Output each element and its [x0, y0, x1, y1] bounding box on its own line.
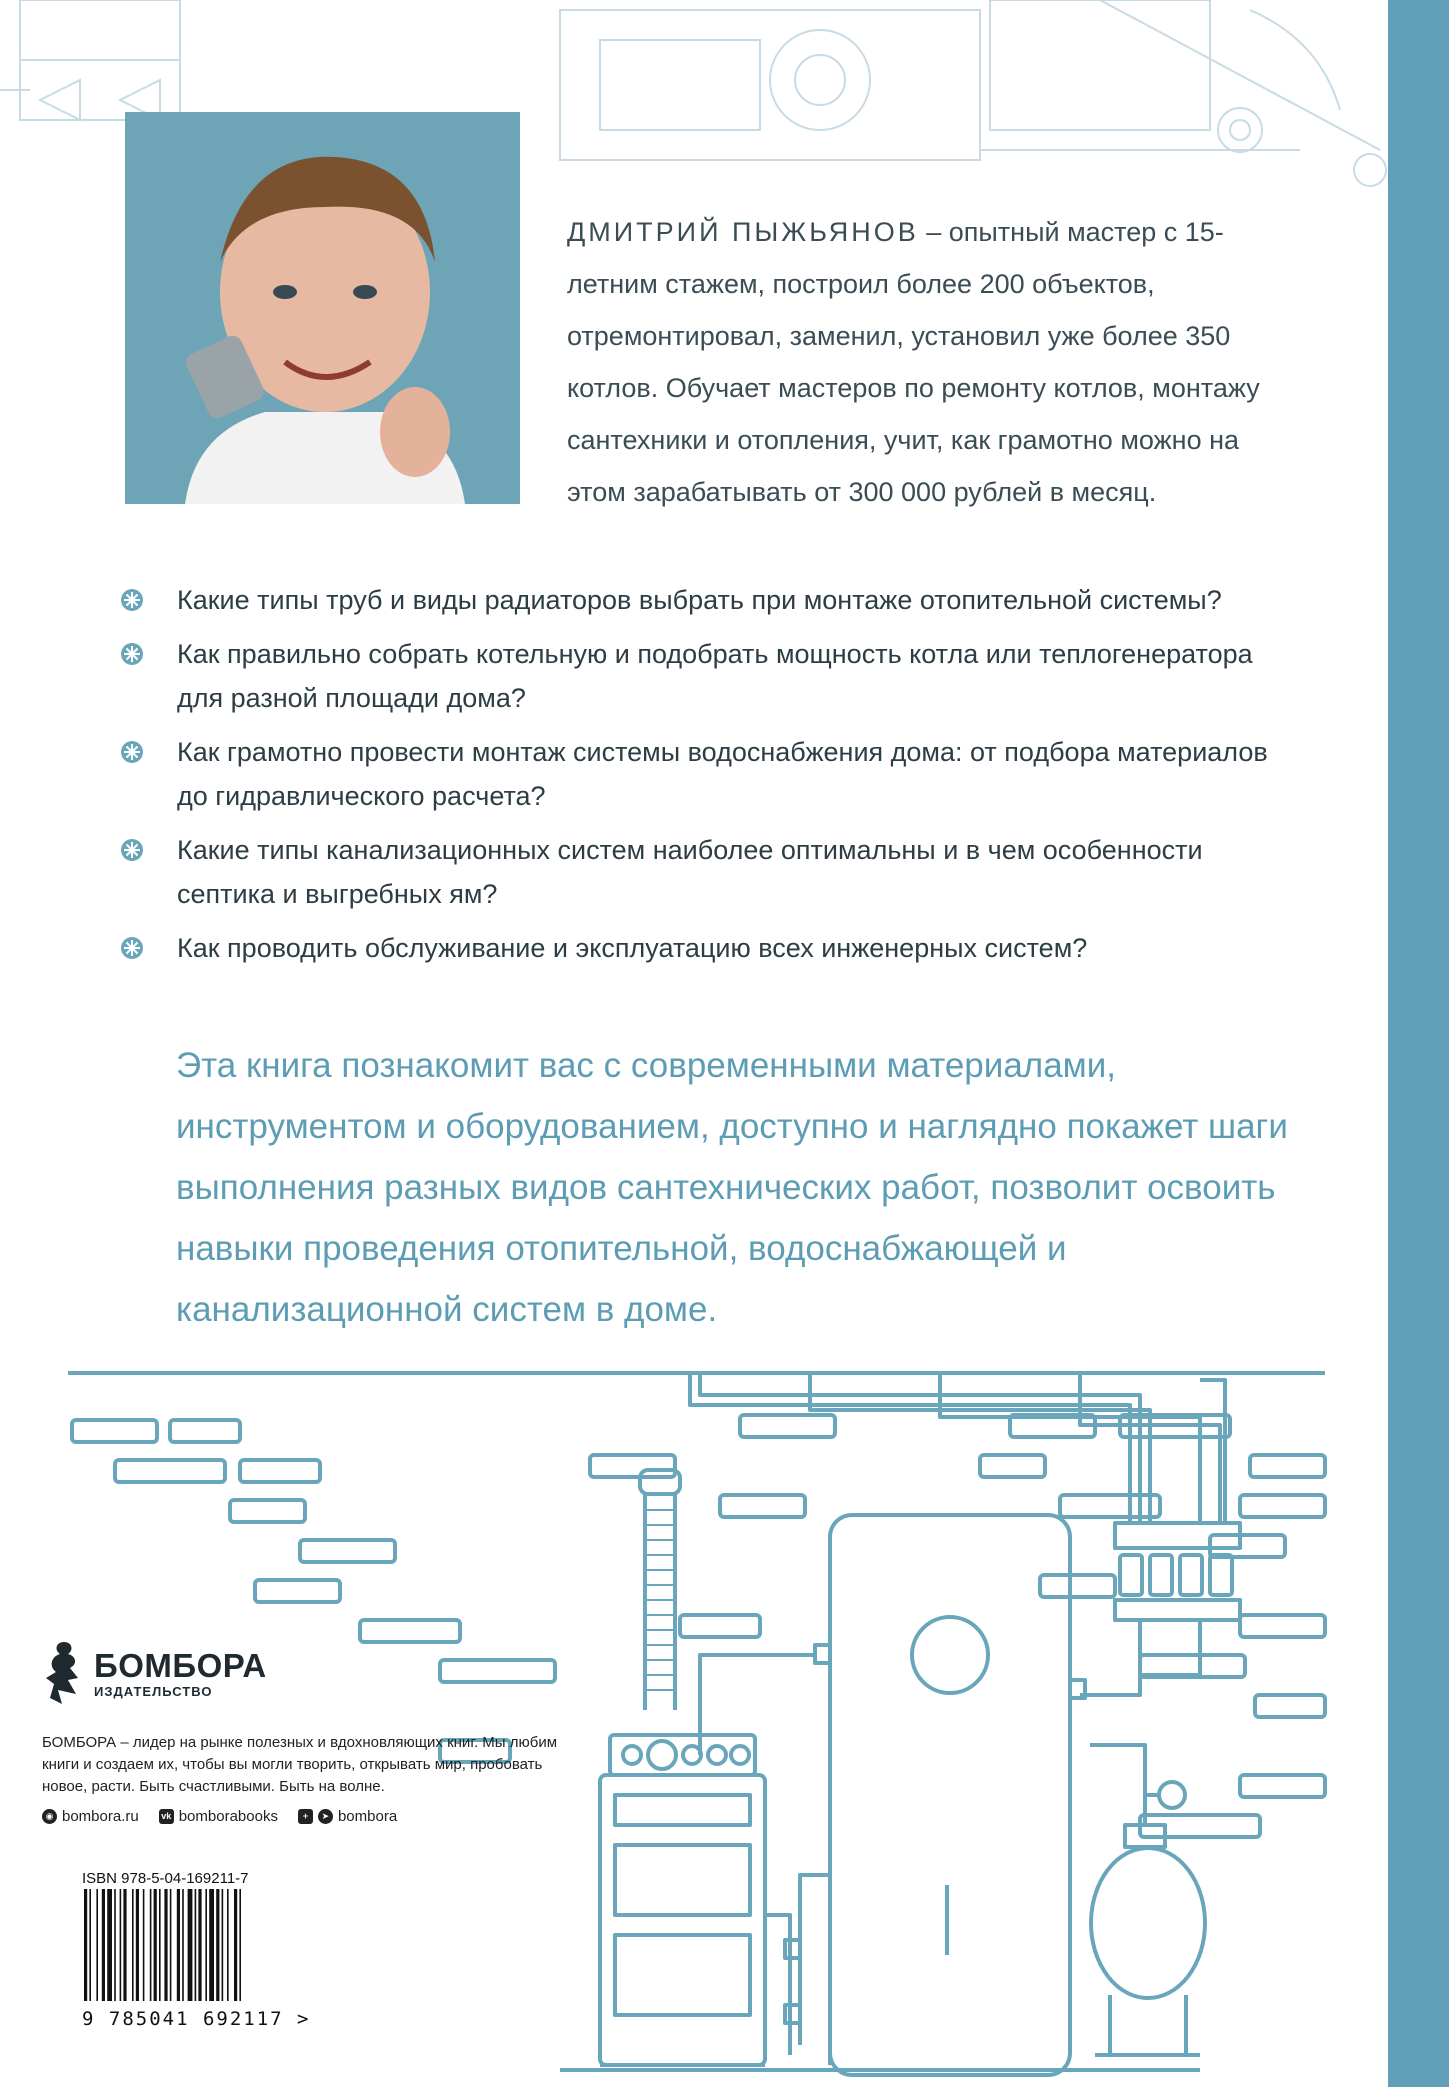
barcode-digits: 9 785041 692117 >: [82, 2008, 311, 2030]
snowflake-bullet-icon: [120, 740, 144, 764]
question-item: [120, 730, 1290, 818]
social-label: bombora.ru: [62, 1808, 139, 1825]
spine-color-band: [1388, 0, 1449, 2087]
snowflake-bullet-icon: [120, 936, 144, 960]
isbn-barcode-block: [82, 1870, 337, 2030]
vk-icon: vk: [159, 1809, 174, 1824]
social-label: bomborabooks: [178, 1808, 278, 1825]
globe-icon: ◉: [42, 1809, 57, 1824]
bombora-figure-logo-icon: [42, 1638, 86, 1708]
question-text: Как правильно собрать котельную и подобрать мощность котла или теплогенератора для разной площади дома?: [177, 639, 1253, 713]
book-description: Эта книга познакомит вас с современными материалами, инструментом и оборудованием, доступно и наглядно покажет шаги выполнения разных видов сантехнических работ, позволит освоить навыки проведения отопительной, водоснабжающей и канализационной систем в доме.: [176, 1046, 1288, 1329]
telegram-icon: ➤: [318, 1809, 333, 1824]
author-bio: [567, 206, 1287, 518]
question-item: [120, 632, 1290, 720]
snowflake-bullet-icon: [120, 838, 144, 862]
social-label: bombora: [337, 1808, 398, 1825]
question-text: Какие типы канализационных систем наиболее оптимальны и в чем особенности септика и выгребных ям?: [177, 835, 1203, 909]
publisher-block: [42, 1632, 582, 1825]
publisher-logo: [42, 1632, 582, 1714]
author-name: ДМИТРИЙ ПЫЖЬЯНОВ: [567, 217, 919, 247]
publisher-logo-title: БОМБОРА: [94, 1646, 267, 1684]
barcode-graphic: [82, 1889, 332, 2001]
author-photo: [125, 112, 520, 504]
author-bio-text: – опытный мастер с 15-летним стажем, построил более 200 объектов, отремонтировал, заменил, установил уже более 350 котлов. Обучает мастеров по ремонту котлов, монтажу сантехники и отопления, учит, как грамотно можно на этом зарабатывать от 300 000 рублей в месяц.: [567, 217, 1260, 507]
question-item: [120, 926, 1290, 970]
publisher-social-links: [42, 1808, 582, 1825]
social-link-vk[interactable]: [159, 1808, 278, 1825]
social-link-telegram[interactable]: [298, 1808, 397, 1825]
publisher-logo-subtitle: ИЗДАТЕЛЬСТВО: [94, 1683, 213, 1699]
question-text: Как проводить обслуживание и эксплуатацию всех инженерных систем?: [177, 933, 1088, 963]
snowflake-bullet-icon: [120, 642, 144, 666]
questions-list: [120, 578, 1290, 980]
social-link-website[interactable]: [42, 1808, 139, 1825]
question-text: Как грамотно провести монтаж системы водоснабжения дома: от подбора материалов до гидравлического расчета?: [177, 737, 1268, 811]
question-item: [120, 828, 1290, 916]
isbn-label: ISBN 978-5-04-169211-7: [82, 1870, 249, 1887]
plus-icon: +: [298, 1809, 313, 1824]
snowflake-bullet-icon: [120, 588, 144, 612]
question-item: [120, 578, 1290, 622]
author-portrait-illustration: [125, 112, 520, 504]
publisher-tagline: БОМБОРА – лидер на рынке полезных и вдохновляющих книг. Мы любим книги и создаем их, чтобы вы могли творить, открывать мир, пробовать новое, расти. Быть счастливыми. Быть на волне.: [42, 1734, 558, 1795]
question-text: Какие типы труб и виды радиаторов выбрать при монтаже отопительной системы?: [177, 585, 1222, 615]
